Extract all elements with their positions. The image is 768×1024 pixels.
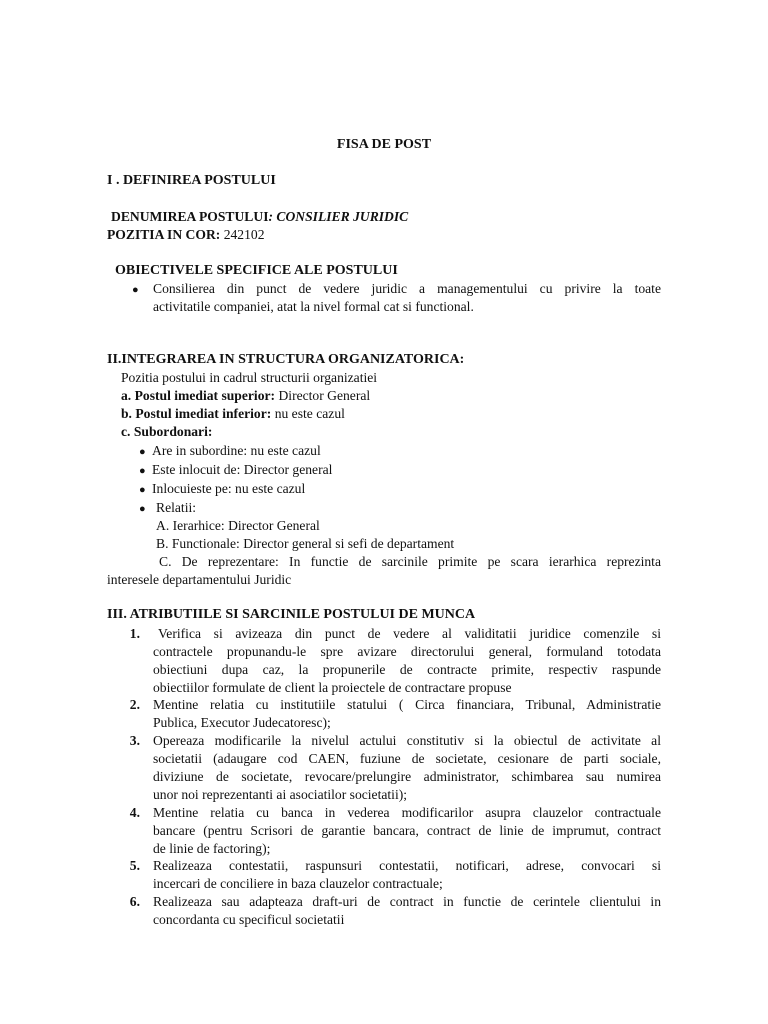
subordination-item: Inlocuieste pe: nu este cazul [152,481,306,496]
task-number: 3. [129,733,140,748]
bullet-icon: ● [139,446,146,458]
objectives-heading: OBIECTIVELE SPECIFICE ALE POSTULUI [115,263,398,278]
task-line: societatii (adaugare cod CAEN, fuziune de societate, cesionare de parti sociale, [153,751,661,766]
relation-hierarchical: A. Ierarhice: Director General [156,518,320,533]
task-line: obiectiilor formulate de client la proiectele de contractare propuse [153,680,512,695]
bullet-icon: ● [139,465,146,477]
bullet-icon: ● [139,484,146,496]
inferior-value: nu este cazul [274,406,345,421]
job-title-label: DENUMIREA POSTULUI [111,209,269,224]
objective-line-2: activitatile companiei, atat la nivel formal cat si functional. [153,299,474,314]
task-line: incercari de conciliere in baza clauzelor contractuale; [153,876,443,891]
task-line: Opereaza modificarile la nivelul actului constitutiv si la obiectul de activitate al [153,733,661,748]
job-title-value: : CONSILIER JURIDIC [268,209,409,224]
superior-label: a. Postul imediat superior: [121,388,276,403]
bullet-icon: ● [139,503,146,515]
relation-representation-line-2: interesele departamentului Juridic [107,572,292,587]
task-number: 6. [129,894,140,909]
cor-label: POZITIA IN COR: [107,227,221,242]
task-line: de linie de factoring); [153,841,271,856]
task-line: Realizeaza sau adapteaza draft-uri de contract in functie de cerintele clientului in [153,894,661,909]
subordination-item: Este inlocuit de: Director general [152,462,333,477]
superior-value: Director General [278,388,371,403]
document-title: FISA DE POST [336,137,432,152]
section-2-heading: II.INTEGRAREA IN STRUCTURA ORGANIZATORICA: [107,352,465,367]
subordination-item: Relatii: [156,500,197,515]
task-line: Verifica si avizeaza din punct de vedere al validitatii juridice comenzile si [158,626,661,641]
task-number: 2. [129,697,140,712]
bullet-icon: ● [132,284,139,296]
inferior-line [121,405,345,423]
task-line: Mentine relatia cu banca in vederea modificarilor asupra clauzelor contractuale [153,805,661,820]
position-intro: Pozitia postului in cadrul structurii organizatiei [121,370,378,385]
section-3-heading: III. ATRIBUTIILE SI SARCINILE POSTULUI DE MUNCA [107,607,476,622]
task-number: 4. [129,805,140,820]
task-line: contractele propunandu-le spre avizare directorului general, formuland totodata [153,644,661,659]
superior-line [121,387,370,405]
task-line: concordanta cu specificul societatii [153,912,345,927]
task-line: unor noi reprezentanti ai asociatilor societatii); [153,787,408,802]
section-1-heading: I . DEFINIREA POSTULUI [107,173,276,188]
subordination-label: c. Subordonari: [121,424,213,439]
task-line: obiectiuni dupa caz, la propunerile de contracte primite, respectiv raspunde [153,662,661,677]
cor-line [107,226,264,244]
cor-value: 242102 [223,227,265,242]
task-line: diviziune de societate, revocare/prelungire administrator, schimbarea sau numirea [153,769,661,784]
job-title-line [111,208,408,226]
task-line: Mentine relatia cu institutiile statului ( Circa financiara, Tribunal, Administratie [153,697,661,712]
task-number: 1. [129,626,140,641]
inferior-label: b. Postul imediat inferior: [121,406,272,421]
task-line: Realizeaza contestatii, raspunsuri contestatii, notificari, adrese, convocari si [153,858,661,873]
subordination-item: Are in subordine: nu este cazul [152,443,321,458]
relation-functional: B. Functionale: Director general si sefi de departament [156,536,455,551]
task-line: Publica, Executor Judecatoresc); [153,715,331,730]
task-number: 5. [129,858,140,873]
objective-line-1: Consilierea din punct de vedere juridic a managementului cu privire la toate [153,281,661,296]
relation-representation-line-1: C. De reprezentare: In functie de sarcinile primite pe scara ierarhica reprezinta [159,554,661,569]
task-line: bancare (pentru Scrisori de garantie bancara, contract de linie de imprumut, contract [153,823,661,838]
